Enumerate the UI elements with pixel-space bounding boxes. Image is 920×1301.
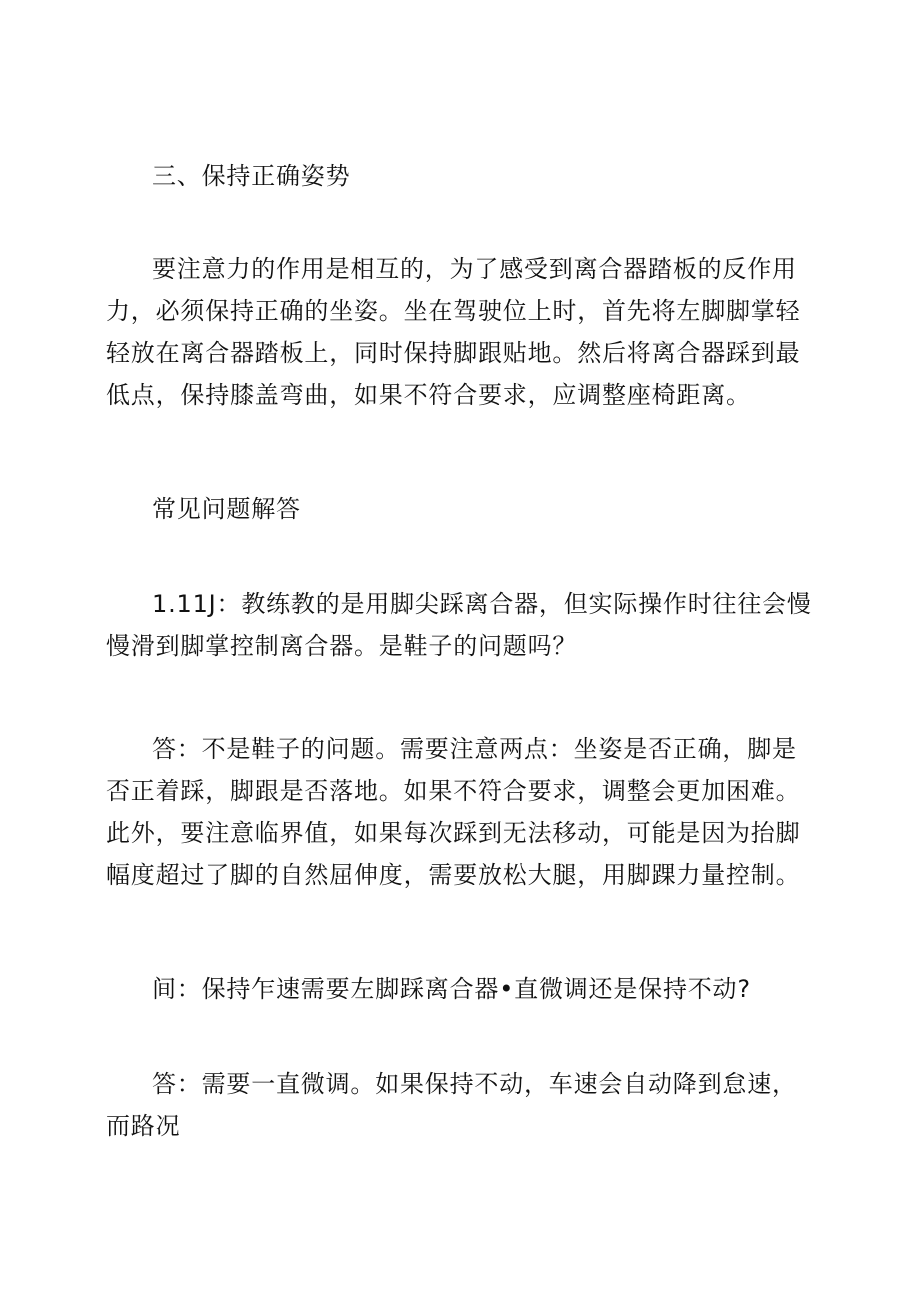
section-heading: 三、保持正确姿势 xyxy=(152,162,351,190)
paragraph-posture: 要注意力的作用是相互的，为了感受到离合器踏板的反作用力，必须保持正确的坐姿。坐在驾驶位上时，首先将左脚脚掌轻轻放在离合器踏板上，同时保持脚跟贴地。然后将离合器踩到最低点，保持膝盖弯曲，如果不符合要求，应调整座椅距离。 xyxy=(106,255,801,409)
question-2: 间：保持乍速需要左脚踩离合器•直微调还是保持不动? xyxy=(152,975,751,1003)
answer-1: 答：不是鞋子的问题。需要注意两点：坐姿是否正确，脚是否正着踩，脚跟是否落地。如果不符合要求，调整会更加困难。此外，要注意临界值，如果每次踩到无法移动，可能是因为抬脚幅度超过了脚的自然屈伸度，需要放松大腿，用脚踝力量控制。 xyxy=(106,735,801,889)
answer-2: 答：需要一直微调。如果保持不动，车速会自动降到怠速，而路况 xyxy=(106,1070,797,1140)
question-1: 1.11J：教练教的是用脚尖踩离合器，但实际操作时往往会慢慢滑到脚掌控制离合器。是鞋子的问题吗？ xyxy=(106,590,812,660)
faq-heading: 常见问题解答 xyxy=(152,495,301,523)
